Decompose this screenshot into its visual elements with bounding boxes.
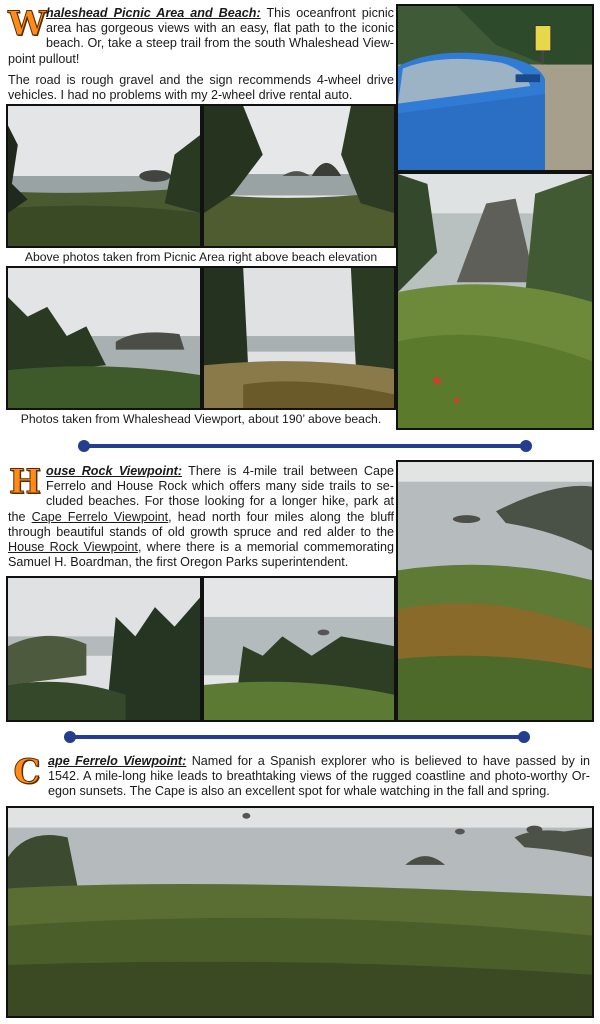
- photo-house-rock-left: [6, 576, 202, 722]
- houserock-heading: ouse Rock Viewpoint:: [46, 464, 183, 478]
- whaleshead-text-2: The road is rough gravel and the sign recommends 4-wheel drive vehicles. I had no problems with my 2-wheel drive rental auto.: [8, 72, 394, 103]
- section-divider-2: [70, 735, 524, 739]
- photo-whaleshead-rock: [396, 172, 594, 430]
- capeferrelo-heading: ape Ferrelo Viewpoint:: [48, 754, 187, 768]
- cape-ferrelo-link[interactable]: Cape Ferrelo Viewpoint: [31, 509, 169, 524]
- photo-house-rock-middle: [202, 576, 396, 722]
- capeferrelo-description: [10, 754, 590, 806]
- divider-2-dot-right: [518, 731, 530, 743]
- houserock-description: [8, 464, 394, 576]
- photo-picnic-area-right: [202, 104, 396, 248]
- whaleshead-description: [8, 6, 394, 109]
- divider-2-dot-left: [64, 731, 76, 743]
- caption-viewport-photos: Photos taken from Whaleshead Viewport, about 190’ above beach.: [20, 412, 382, 426]
- section-divider: [84, 444, 526, 448]
- whaleshead-dropcap: W: [8, 4, 47, 44]
- divider-dot-left: [78, 440, 90, 452]
- whaleshead-paragraph-1: [8, 6, 394, 67]
- houserock-dropcap: H: [8, 462, 42, 502]
- capeferrelo-text: Named for a Spanish explorer who is believed to have passed by in 1542. A mile-long hike leads to breathtaking views of the rugged coastline and photo-worthy Or-egon sunsets. The Cape is also an excellent spot for whale watching in the fall and spring.: [48, 754, 590, 799]
- houserock-text-a: There is 4-mile trail between Cape Ferrelo and House Rock which offers many side trails to se-cluded beaches. For those looking for a longer hike, park at the: [8, 464, 395, 524]
- divider-dot-right: [520, 440, 532, 452]
- photo-car-on-gravel-road: [396, 4, 594, 172]
- caption-picnic-photos: Above photos taken from Picnic Area right above beach elevation: [24, 250, 378, 264]
- photo-viewport-left: [6, 266, 202, 410]
- houserock-text-c: , where there is a memorial commemorating Samuel H. Boardman, the first Oregon Parks superintendent.: [8, 540, 394, 570]
- capeferrelo-dropcap: C: [13, 752, 41, 792]
- photo-picnic-area-left: [6, 104, 202, 248]
- capeferrelo-paragraph: [10, 754, 590, 800]
- photo-cape-ferrelo-panorama: [6, 806, 594, 1018]
- houserock-text-b: , head north four miles along the bluff through beautiful stands of old growth spruce and red alder to the: [8, 509, 395, 539]
- photo-house-rock-coast: [396, 460, 594, 722]
- house-rock-link[interactable]: House Rock Viewpoint: [8, 540, 138, 555]
- whaleshead-text-1: This oceanfront picnic area has gorgeous views with an easy, flat path to the iconic beach. Or, take a steep trail from the south Whaleshead View-point pullout!: [8, 6, 394, 66]
- photo-viewport-right: [202, 266, 396, 410]
- houserock-paragraph: [8, 464, 394, 570]
- whaleshead-heading: haleshead Picnic Area and Beach:: [46, 6, 261, 20]
